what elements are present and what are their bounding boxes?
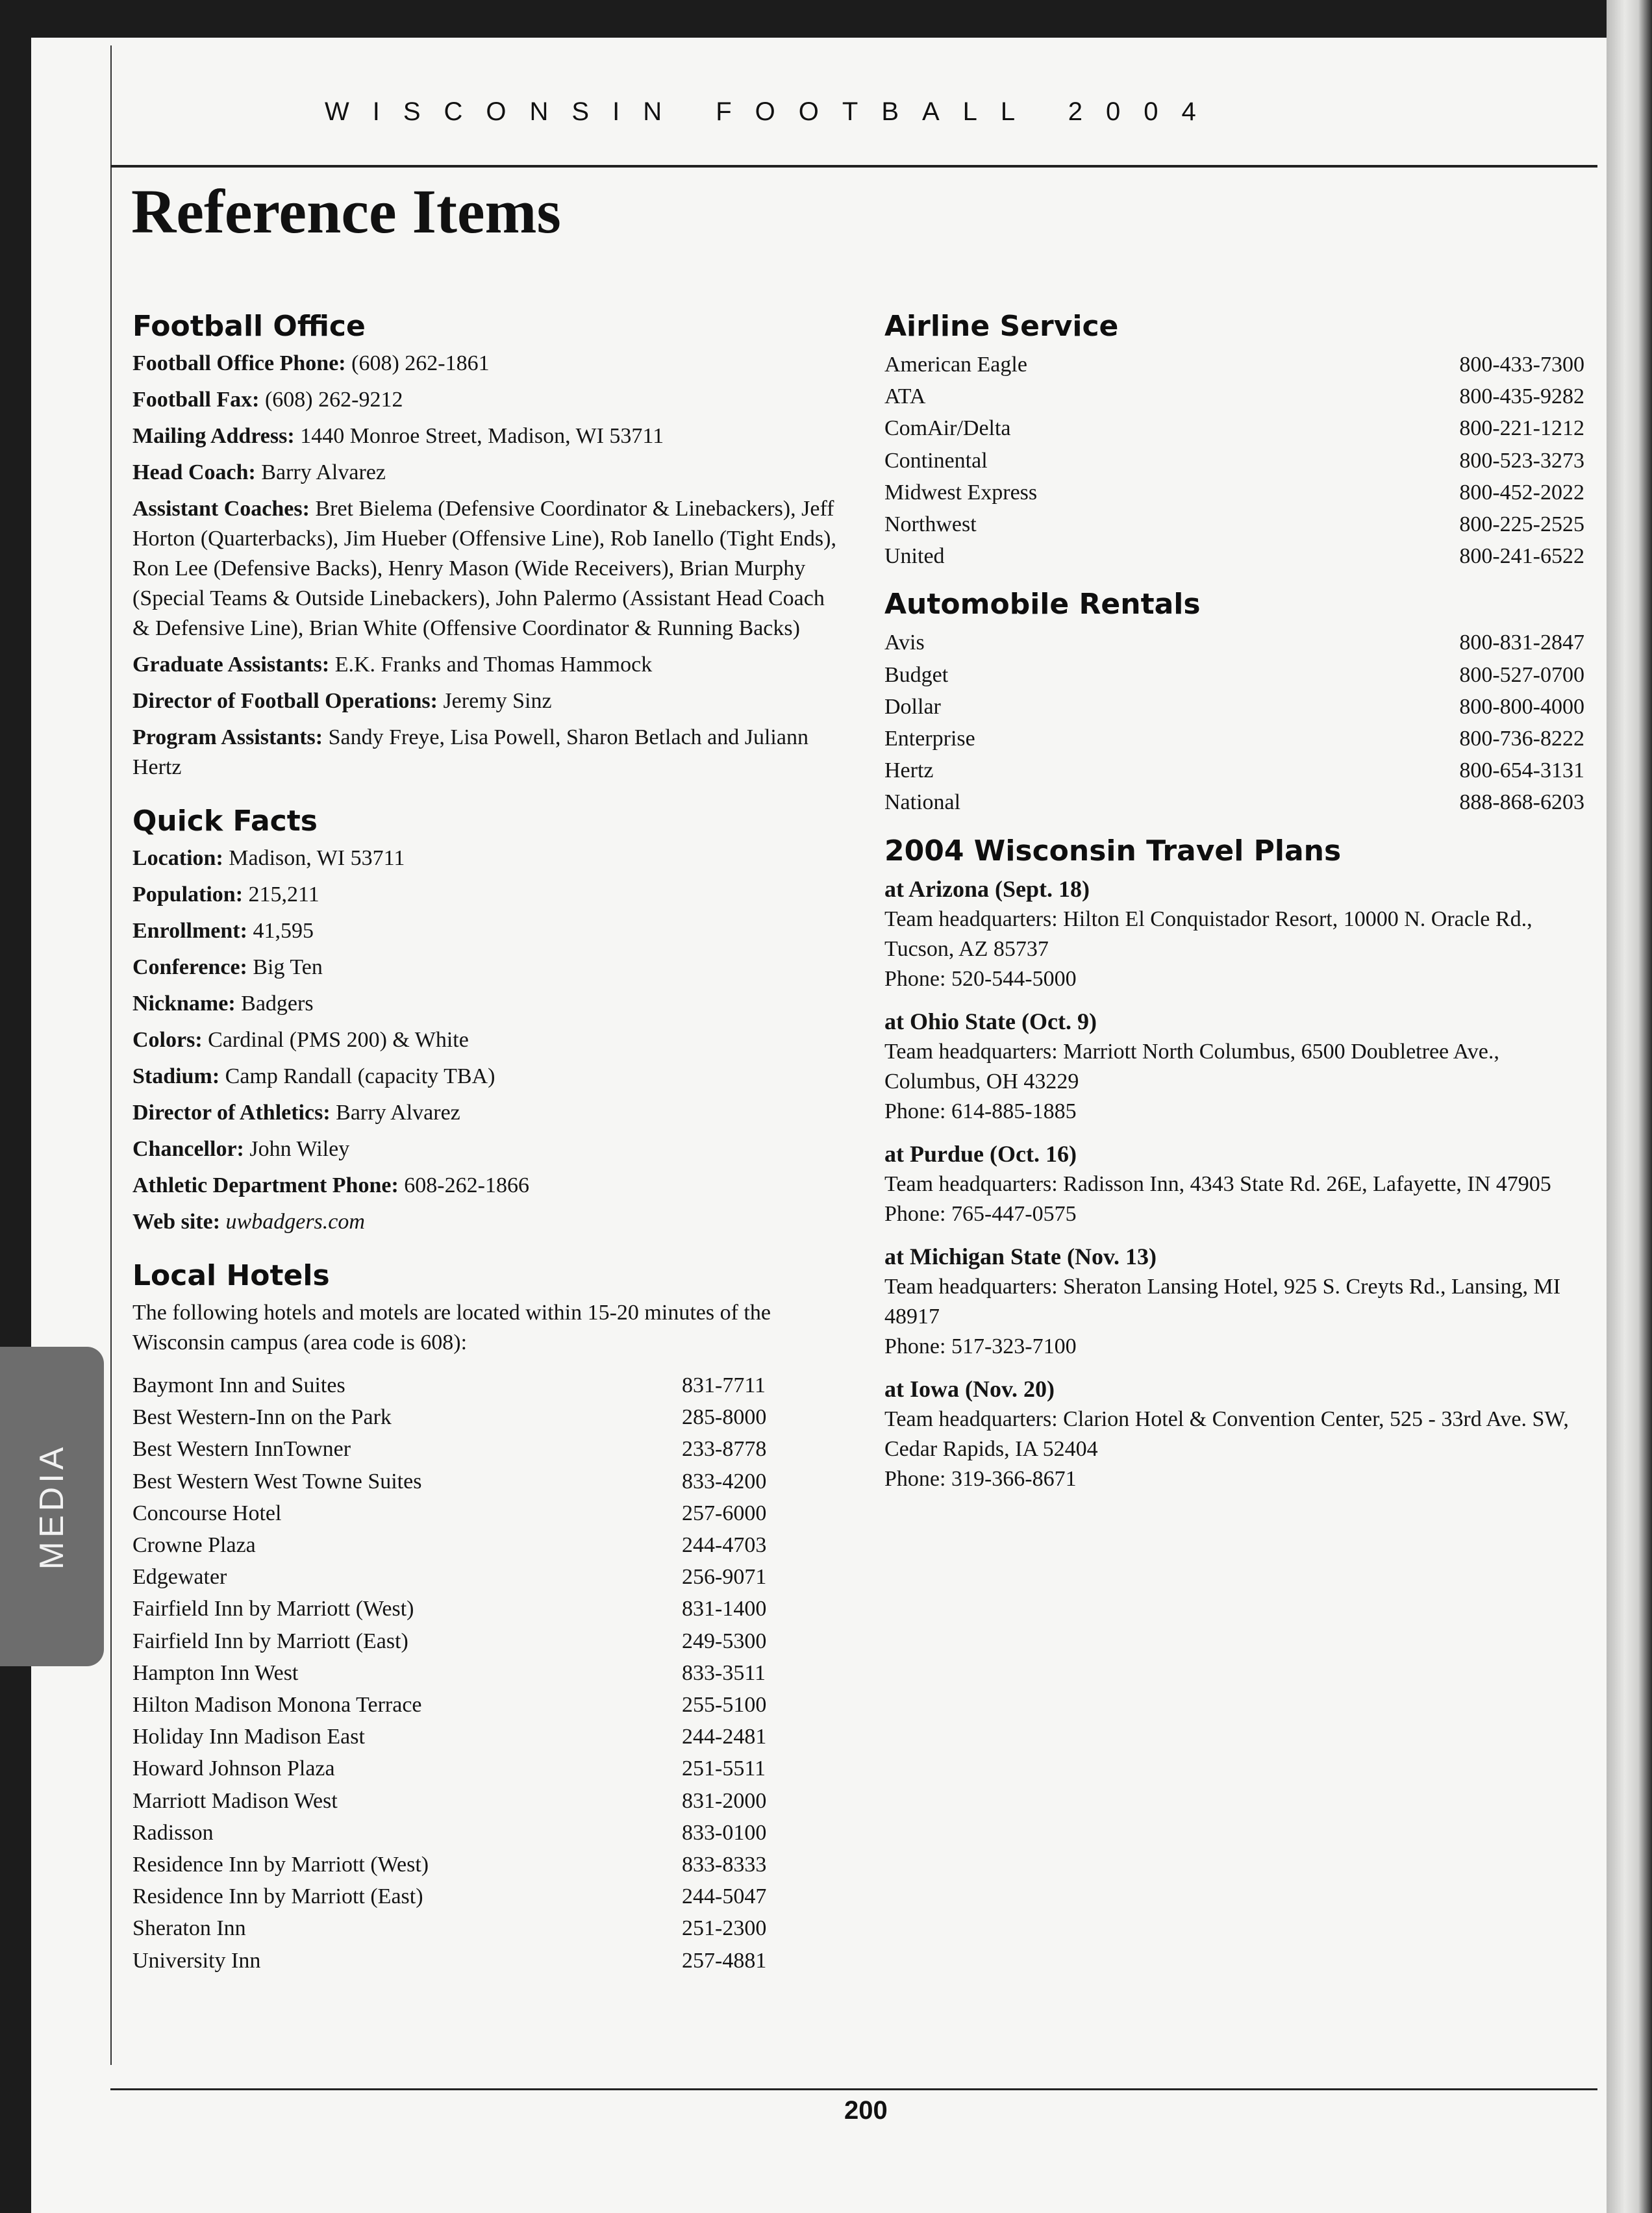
hotel-row: [132, 1945, 847, 1977]
entry-name: Sheraton Inn: [132, 1916, 246, 1941]
entry-name: Crowne Plaza: [132, 1533, 256, 1558]
entry-phone: 255-5100: [682, 1693, 767, 1718]
quick-facts-item: [132, 1098, 847, 1128]
item-label: Stadium:: [132, 1064, 220, 1088]
hotel-row: [132, 1466, 847, 1497]
entry-phone: 833-8333: [682, 1853, 767, 1877]
header-rule: [110, 165, 1597, 168]
football-office-item: [132, 385, 847, 415]
item-value: Jeremy Sinz: [437, 689, 552, 713]
item-label: Conference:: [132, 955, 247, 979]
entry-phone: 831-2000: [682, 1788, 767, 1813]
item-label: Head Coach:: [132, 460, 256, 484]
airline-service-heading: Airline Service: [884, 310, 1119, 343]
media-tab-label: MEDIA: [33, 1443, 71, 1570]
hotel-row: [132, 1881, 847, 1912]
travel-trip: [884, 1138, 1584, 1229]
entry-name: Best Western InnTowner: [132, 1437, 351, 1462]
rental-row: [884, 659, 1584, 691]
entry-name: Avis: [884, 631, 925, 655]
item-value: Sandy Freye, Lisa Powell, Sharon Betlach and Juliann Hertz: [132, 725, 808, 779]
hotel-row: [132, 1561, 847, 1593]
entry-name: Fairfield Inn by Marriott (East): [132, 1629, 408, 1653]
football-office-item: [132, 494, 847, 644]
entry-name: Concourse Hotel: [132, 1501, 282, 1525]
trip-headquarters: Team headquarters: Radisson Inn, 4343 State Rd. 26E, Lafayette, IN 47905: [884, 1171, 1551, 1196]
automobile-rentals-heading: Automobile Rentals: [884, 588, 1201, 621]
trip-headquarters: Team headquarters: Sheraton Lansing Hotel, 925 S. Creyts Rd., Lansing, MI 48917: [884, 1274, 1561, 1329]
footer-rule: [110, 2088, 1597, 2090]
entry-phone: 800-736-8222: [1459, 727, 1584, 751]
airline-row: [884, 349, 1584, 381]
hotel-row: [132, 1721, 847, 1753]
entry-phone: 251-2300: [682, 1916, 767, 1941]
item-label: Program Assistants:: [132, 725, 323, 749]
entry-phone: 833-4200: [682, 1469, 767, 1494]
item-value: Bret Bielema (Defensive Coordinator & Linebackers), Jeff Horton (Quarterbacks), Jim Hueber (Offensive Line), Rob Ianello (Tight Ends), Ron Lee (Defensive Backs), Henry Mason (Wide Receivers), Brian Murphy (Special Teams & Outside Linebackers), John Palermo (Assistant Head Coach & Defensive Line), Brian White (Offensive Coordinator & Running Backs): [132, 497, 836, 640]
airline-row: [884, 381, 1584, 412]
item-label: Chancellor:: [132, 1137, 244, 1161]
rental-row: [884, 691, 1584, 723]
trip-headquarters: Team headquarters: Clarion Hotel & Convention Center, 525 - 33rd Ave. SW, Cedar Rapids, IA 52404: [884, 1407, 1569, 1461]
quick-facts-item: [132, 953, 847, 982]
local-hotels-intro: The following hotels and motels are located within 15-20 minutes of the Wisconsin campus (area code is 608):: [132, 1301, 771, 1355]
quick-facts-item: [132, 844, 847, 873]
entry-phone: 800-221-1212: [1459, 416, 1584, 441]
quick-facts-item: [132, 1062, 847, 1092]
entry-name: Budget: [884, 662, 949, 687]
football-office-item: [132, 650, 847, 680]
trip-phone: Phone: 520-544-5000: [884, 966, 1077, 991]
airline-row: [884, 508, 1584, 540]
hotel-row: [132, 1625, 847, 1657]
airline-list: [884, 349, 1584, 572]
hotel-row: [132, 1657, 847, 1689]
trip-title: at Arizona (Sept. 18): [884, 875, 1090, 902]
entry-phone: 800-435-9282: [1459, 384, 1584, 409]
entry-phone: 833-0100: [682, 1820, 767, 1845]
entry-phone: 244-4703: [682, 1533, 767, 1558]
entry-phone: 800-800-4000: [1459, 694, 1584, 719]
page-number: 200: [844, 2096, 888, 2125]
entry-name: Howard Johnson Plaza: [132, 1757, 335, 1781]
hotel-row: [132, 1593, 847, 1625]
item-label: Director of Football Operations:: [132, 689, 438, 713]
item-value: Madison, WI 53711: [223, 846, 405, 870]
airline-row: [884, 477, 1584, 508]
item-value: Badgers: [235, 992, 314, 1016]
entry-phone: 800-523-3273: [1459, 448, 1584, 473]
hotel-row: [132, 1912, 847, 1944]
entry-phone: 249-5300: [682, 1629, 767, 1653]
hotel-row: [132, 1753, 847, 1784]
entry-phone: 831-1400: [682, 1597, 767, 1621]
entry-name: Hertz: [884, 758, 934, 783]
quick-facts-item: [132, 1134, 847, 1164]
entry-name: ComAir/Delta: [884, 416, 1011, 441]
entry-phone: 800-433-7300: [1459, 353, 1584, 377]
entry-name: Residence Inn by Marriott (East): [132, 1884, 423, 1909]
travel-trip: [884, 1241, 1584, 1362]
entry-name: Enterprise: [884, 727, 975, 751]
entry-name: Midwest Express: [884, 480, 1038, 505]
trip-title: at Michigan State (Nov. 13): [884, 1243, 1157, 1269]
hotel-row: [132, 1529, 847, 1561]
hotels-list: [132, 1369, 847, 1977]
entry-name: ATA: [884, 384, 926, 409]
entry-phone: 888-868-6203: [1459, 790, 1584, 815]
quick-facts-item: [132, 1207, 847, 1237]
entry-name: Continental: [884, 448, 988, 473]
entry-name: Baymont Inn and Suites: [132, 1373, 345, 1397]
entry-name: Fairfield Inn by Marriott (West): [132, 1597, 414, 1621]
travel-trip: [884, 873, 1584, 994]
entry-phone: 257-4881: [682, 1948, 767, 1973]
hotel-row: [132, 1817, 847, 1849]
entry-name: Edgewater: [132, 1565, 227, 1590]
item-value: (608) 262-9212: [259, 388, 403, 412]
football-office-heading: Football Office: [132, 310, 366, 343]
entry-name: Northwest: [884, 512, 977, 537]
trip-title: at Purdue (Oct. 16): [884, 1140, 1077, 1167]
item-label: Graduate Assistants:: [132, 653, 330, 677]
entry-name: University Inn: [132, 1948, 261, 1973]
item-value: Barry Alvarez: [330, 1101, 460, 1125]
entry-phone: 800-225-2525: [1459, 512, 1584, 537]
airline-row: [884, 445, 1584, 477]
item-value: Camp Randall (capacity TBA): [219, 1064, 495, 1088]
entry-phone: 800-527-0700: [1459, 662, 1584, 687]
rental-row: [884, 786, 1584, 818]
item-label: Director of Athletics:: [132, 1101, 331, 1125]
entry-phone: 800-452-2022: [1459, 480, 1584, 505]
quick-facts-list: [132, 844, 847, 1237]
right-column: [884, 308, 1584, 1506]
item-value: 608-262-1866: [398, 1173, 529, 1197]
hotel-row: [132, 1849, 847, 1881]
airline-row: [884, 540, 1584, 572]
item-value: Big Ten: [247, 955, 323, 979]
item-label: Football Office Phone:: [132, 351, 346, 375]
football-office-item: [132, 723, 847, 782]
item-label: Colors:: [132, 1028, 203, 1052]
entry-name: American Eagle: [884, 353, 1027, 377]
entry-phone: 244-2481: [682, 1725, 767, 1749]
rental-row: [884, 723, 1584, 755]
hotel-row: [132, 1369, 847, 1401]
travel-trip: [884, 1006, 1584, 1127]
item-label: Assistant Coaches:: [132, 497, 310, 521]
entry-phone: 800-831-2847: [1459, 631, 1584, 655]
hotel-row: [132, 1497, 847, 1529]
entry-phone: 256-9071: [682, 1565, 767, 1590]
media-section-tab: [0, 1347, 104, 1666]
quick-facts-heading: Quick Facts: [132, 805, 318, 838]
item-value: 1440 Monroe Street, Madison, WI 53711: [294, 424, 664, 448]
football-office-item: [132, 421, 847, 451]
trip-phone: Phone: 319-366-8671: [884, 1466, 1077, 1491]
trip-headquarters: Team headquarters: Hilton El Conquistador Resort, 10000 N. Oracle Rd., Tucson, AZ 85737: [884, 906, 1533, 961]
entry-name: Best Western West Towne Suites: [132, 1469, 422, 1494]
item-value: (608) 262-1861: [345, 351, 490, 375]
travel-trip: [884, 1373, 1584, 1494]
quick-facts-item: [132, 1025, 847, 1055]
quick-facts-item: [132, 880, 847, 910]
item-value: John Wiley: [244, 1137, 350, 1161]
trip-phone: Phone: 614-885-1885: [884, 1099, 1077, 1123]
travel-plans-list: [884, 873, 1584, 1494]
item-value: 215,211: [243, 882, 319, 906]
football-office-item: [132, 349, 847, 379]
page-title: Reference Items: [131, 177, 561, 246]
quick-facts-item: [132, 989, 847, 1019]
entry-phone: 233-8778: [682, 1437, 767, 1462]
travel-plans-heading: 2004 Wisconsin Travel Plans: [884, 834, 1342, 868]
item-label: Nickname:: [132, 992, 236, 1016]
hotel-row: [132, 1401, 847, 1433]
quick-facts-item: [132, 1171, 847, 1201]
trip-phone: Phone: 765-447-0575: [884, 1201, 1077, 1226]
item-label: Location:: [132, 846, 223, 870]
entry-name: Residence Inn by Marriott (West): [132, 1853, 429, 1877]
entry-name: Hampton Inn West: [132, 1660, 299, 1685]
hotel-row: [132, 1689, 847, 1721]
airline-row: [884, 412, 1584, 444]
left-margin-rule: [110, 45, 112, 2065]
entry-name: Dollar: [884, 694, 941, 719]
item-label: Athletic Department Phone:: [132, 1173, 399, 1197]
left-column: [132, 308, 847, 1977]
trip-title: at Iowa (Nov. 20): [884, 1375, 1055, 1402]
football-office-item: [132, 686, 847, 716]
item-value: 41,595: [247, 919, 314, 943]
quick-facts-item: [132, 916, 847, 946]
item-label: Enrollment:: [132, 919, 247, 943]
entry-name: Best Western-Inn on the Park: [132, 1405, 392, 1430]
entry-phone: 244-5047: [682, 1884, 767, 1909]
entry-phone: 800-241-6522: [1459, 544, 1584, 569]
item-label: Population:: [132, 882, 244, 906]
running-head: WISCONSIN FOOTBALL 2004: [325, 97, 1220, 126]
entry-name: United: [884, 544, 945, 569]
football-office-list: [132, 349, 847, 782]
football-office-item: [132, 458, 847, 488]
entry-phone: 251-5511: [682, 1757, 766, 1781]
trip-title: at Ohio State (Oct. 9): [884, 1008, 1097, 1034]
entry-phone: 831-7711: [682, 1373, 766, 1397]
entry-name: National: [884, 790, 961, 815]
trip-phone: Phone: 517-323-7100: [884, 1334, 1077, 1358]
hotel-row: [132, 1433, 847, 1465]
rental-row: [884, 755, 1584, 786]
entry-phone: 800-654-3131: [1459, 758, 1584, 783]
item-value: uwbadgers.com: [220, 1210, 365, 1234]
entry-phone: 285-8000: [682, 1405, 767, 1430]
trip-headquarters: Team headquarters: Marriott North Columbus, 6500 Doubletree Ave., Columbus, OH 43229: [884, 1039, 1499, 1094]
item-value: E.K. Franks and Thomas Hammock: [329, 653, 653, 677]
rental-row: [884, 627, 1584, 658]
entry-name: Radisson: [132, 1820, 214, 1845]
item-label: Football Fax:: [132, 388, 260, 412]
rental-list: [884, 627, 1584, 818]
entry-name: Hilton Madison Monona Terrace: [132, 1693, 422, 1718]
item-label: Mailing Address:: [132, 424, 295, 448]
entry-phone: 257-6000: [682, 1501, 767, 1525]
hotel-row: [132, 1785, 847, 1817]
entry-name: Marriott Madison West: [132, 1788, 338, 1813]
item-value: Cardinal (PMS 200) & White: [202, 1028, 469, 1052]
item-label: Web site:: [132, 1210, 221, 1234]
page-curl-shadow: [1607, 0, 1652, 2213]
local-hotels-heading: Local Hotels: [132, 1259, 330, 1292]
entry-name: Holiday Inn Madison East: [132, 1725, 365, 1749]
item-value: Barry Alvarez: [255, 460, 386, 484]
entry-phone: 833-3511: [682, 1660, 766, 1685]
